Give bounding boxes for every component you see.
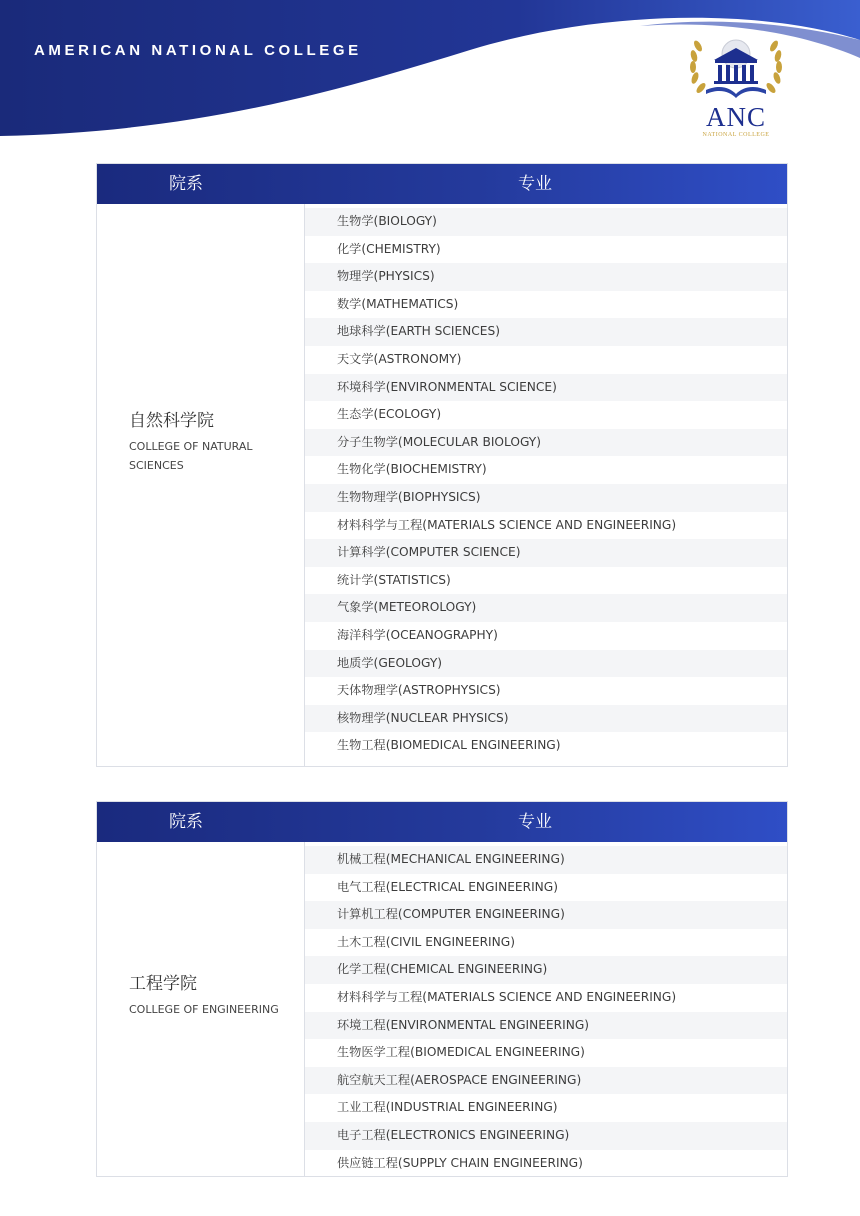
major-row: 生物工程(BIOMEDICAL ENGINEERING): [337, 738, 561, 753]
major-row: 供应链工程(SUPPLY CHAIN ENGINEERING): [337, 1155, 583, 1170]
table-body: [97, 842, 787, 1176]
column-header-major: 专业: [518, 812, 552, 832]
anc-logo: [684, 32, 788, 144]
major-row: 机械工程(MECHANICAL ENGINEERING): [305, 846, 787, 874]
major-row: 航空航天工程(AEROSPACE ENGINEERING): [305, 1067, 787, 1095]
college-name-zh: 工程学院: [129, 974, 197, 994]
column-header-college: 院系: [169, 812, 203, 832]
table-header: [97, 164, 787, 204]
major-list: [305, 204, 787, 766]
column-header-major: 专业: [518, 174, 552, 194]
college-name-zh: 自然科学院: [129, 410, 214, 431]
major-list: [305, 842, 787, 1176]
logo-emblem-icon: [684, 32, 788, 104]
major-row: 生态学(ECOLOGY): [337, 407, 442, 422]
major-row: 海洋科学(OCEANOGRAPHY): [337, 627, 498, 642]
major-row: 物理学(PHYSICS): [305, 263, 787, 291]
college-name-en: COLLEGE OF NATURAL SCIENCES: [129, 439, 253, 472]
major-row: 材料科学与工程(MATERIALS SCIENCE AND ENGINEERING): [337, 517, 677, 532]
major-row: 土木工程(CIVIL ENGINEERING): [337, 934, 515, 949]
column-header-college: 院系: [169, 174, 203, 194]
logo-letters: ANC: [705, 102, 766, 132]
major-row: 化学(CHEMISTRY): [337, 241, 441, 256]
major-row: 电气工程(ELECTRICAL ENGINEERING): [337, 879, 558, 894]
major-row: 天文学(ASTRONOMY): [337, 351, 462, 366]
major-row: 计算科学(COMPUTER SCIENCE): [305, 539, 787, 567]
major-row: 生物医学工程(BIOMEDICAL ENGINEERING): [337, 1045, 585, 1060]
table-header: [97, 802, 787, 842]
natural-sciences-table: [96, 163, 788, 767]
college-name: AMERICAN NATIONAL COLLEGE: [34, 42, 362, 59]
major-row: 化学工程(CHEMICAL ENGINEERING): [305, 956, 787, 984]
major-row: 地球科学(EARTH SCIENCES): [305, 318, 787, 346]
major-row: 生物物理学(BIOPHYSICS): [305, 484, 787, 512]
major-row: 地质学(GEOLOGY): [305, 650, 787, 678]
major-row: 数学(MATHEMATICS): [337, 296, 459, 311]
major-row: 气象学(METEOROLOGY): [305, 594, 787, 622]
major-row: 材料科学与工程(MATERIALS SCIENCE AND ENGINEERING): [337, 989, 677, 1004]
major-row: 生物学(BIOLOGY): [305, 208, 787, 236]
major-row: 环境科学(ENVIRONMENTAL SCIENCE): [305, 374, 787, 402]
major-row: 天体物理学(ASTROPHYSICS): [337, 683, 501, 698]
engineering-table: [96, 801, 788, 1177]
table-body: [97, 204, 787, 766]
logo-subtitle: NATIONAL COLLEGE: [702, 132, 770, 138]
major-row: 统计学(STATISTICS): [337, 572, 451, 587]
major-row: 工业工程(INDUSTRIAL ENGINEERING): [337, 1100, 558, 1115]
college-cell: [97, 204, 305, 766]
college-cell: [97, 842, 305, 1176]
major-row: 生物化学(BIOCHEMISTRY): [337, 462, 487, 477]
major-row: 环境工程(ENVIRONMENTAL ENGINEERING): [305, 1012, 787, 1040]
major-row: 计算机工程(COMPUTER ENGINEERING): [305, 901, 787, 929]
major-row: 核物理学(NUCLEAR PHYSICS): [305, 705, 787, 733]
major-row: 分子生物学(MOLECULAR BIOLOGY): [305, 429, 787, 457]
major-row: 电子工程(ELECTRONICS ENGINEERING): [305, 1122, 787, 1150]
college-name-en: COLLEGE OF ENGINEERING: [129, 1003, 279, 1016]
